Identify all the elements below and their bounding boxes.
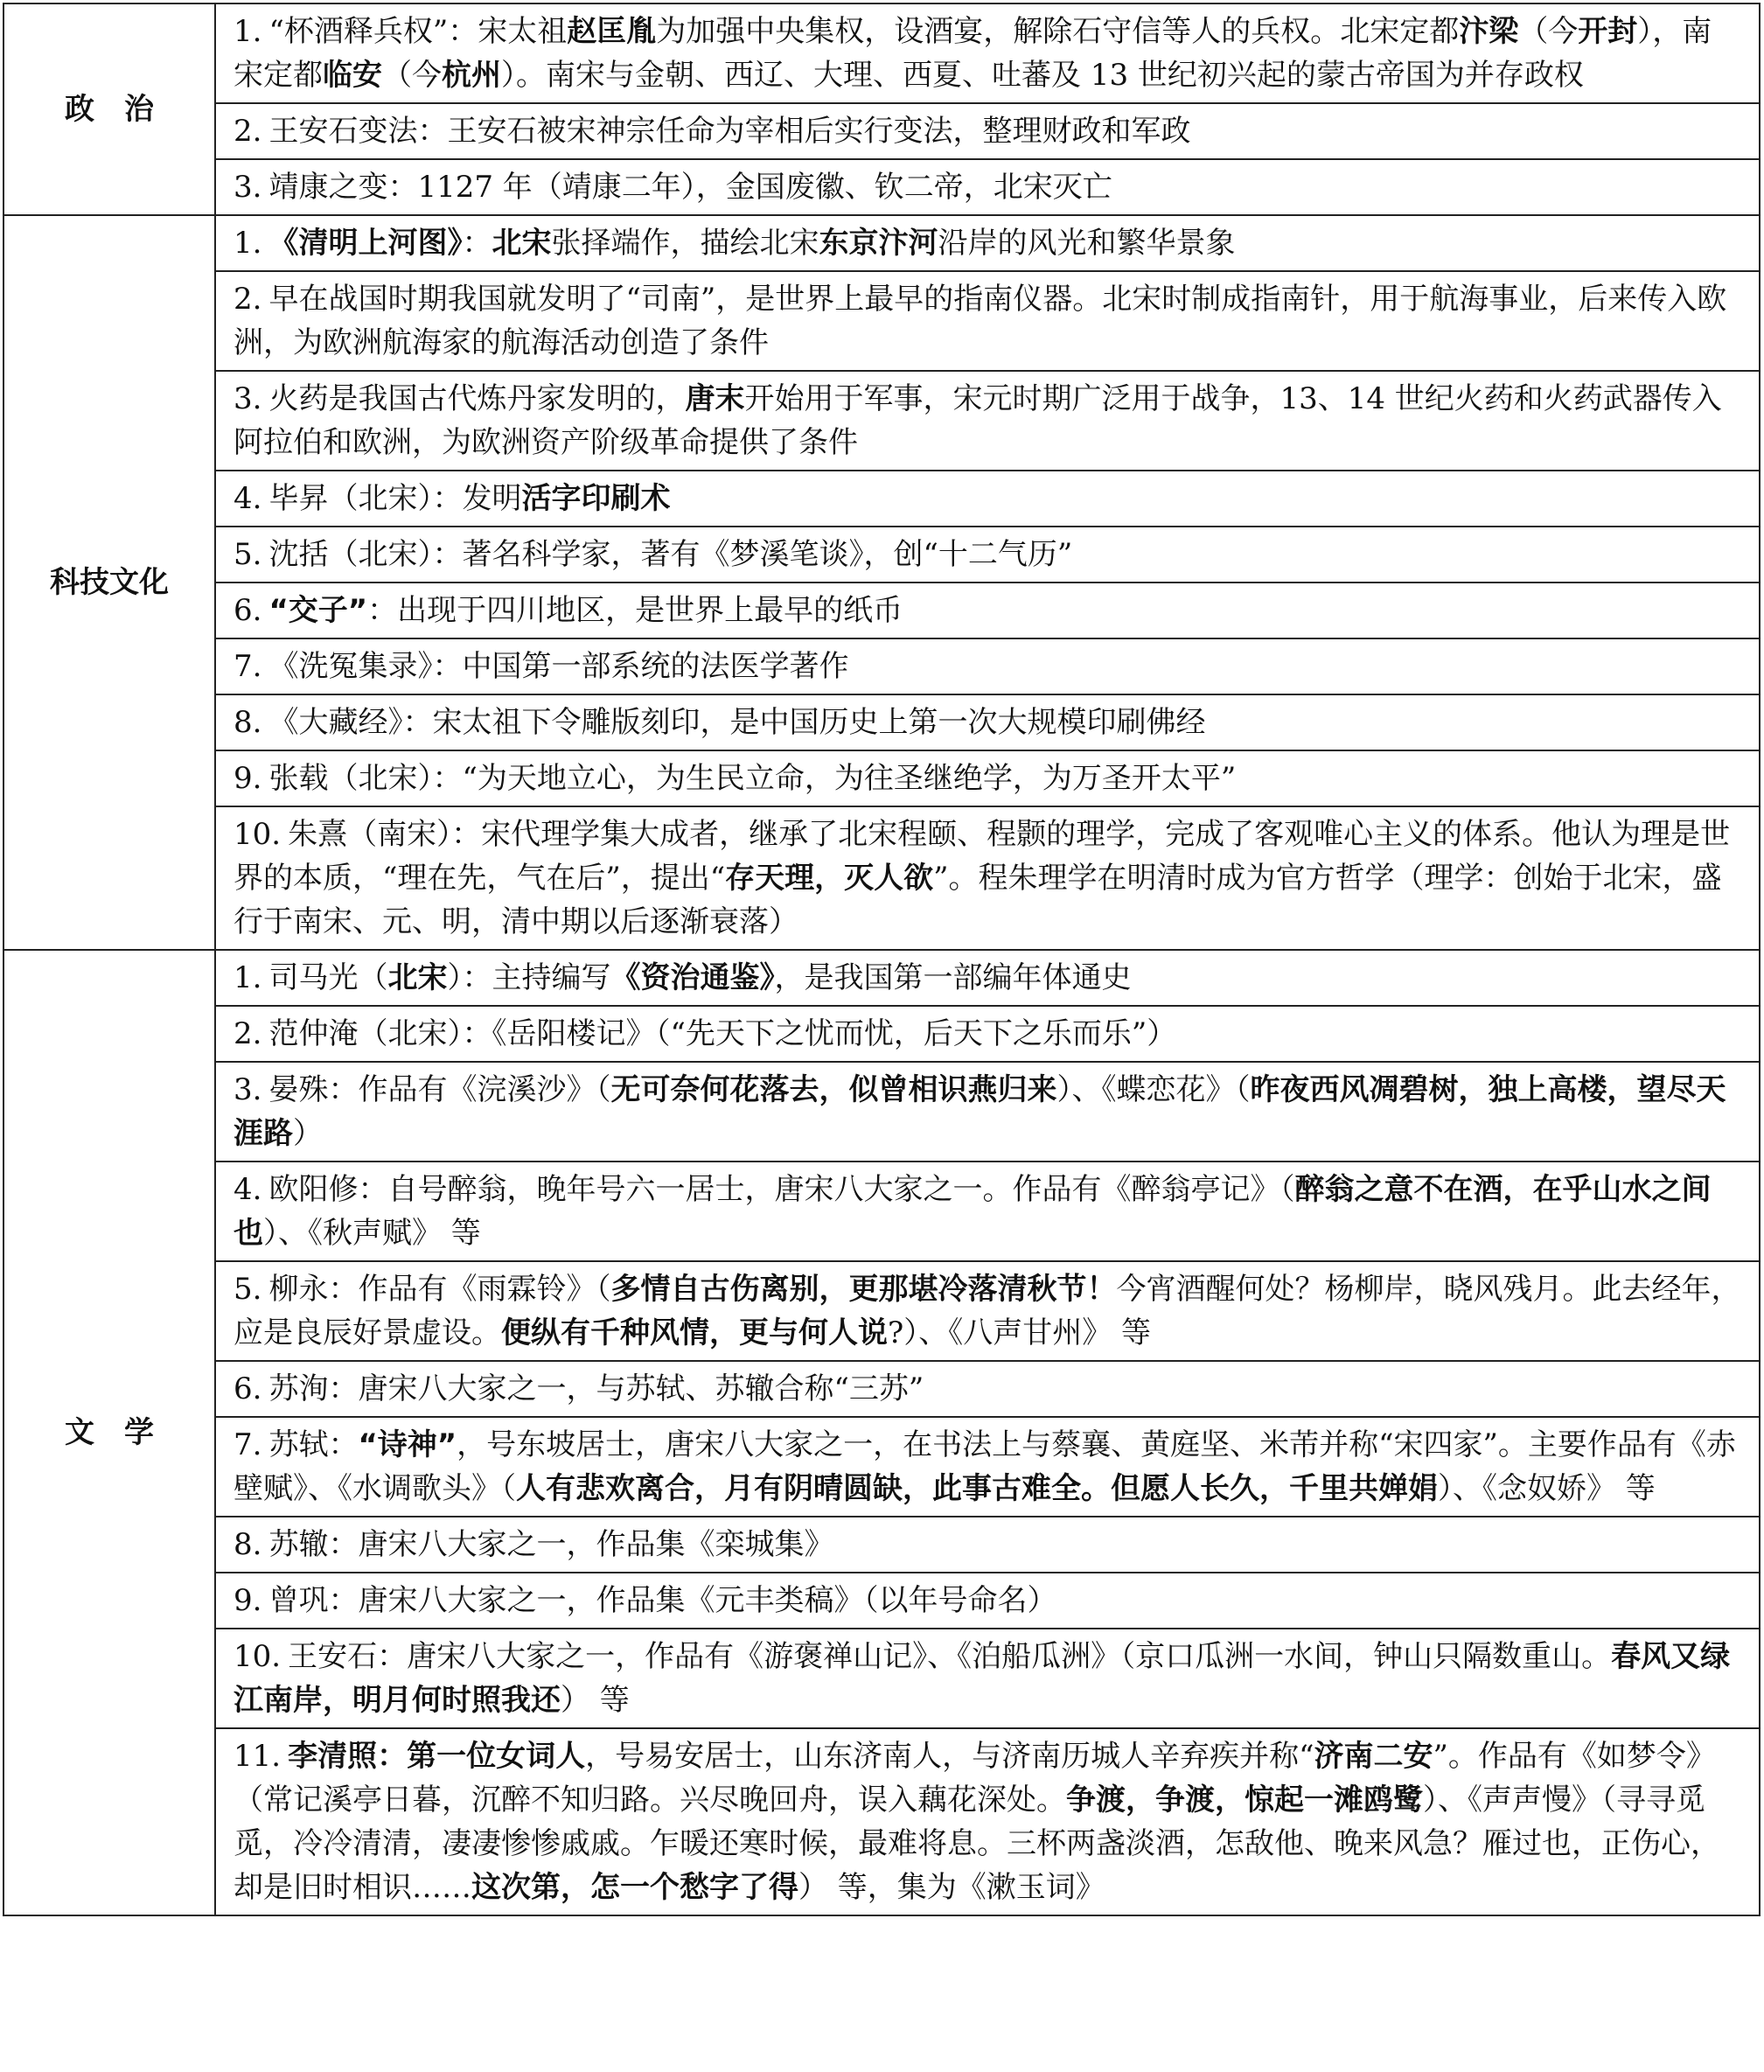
table-row (3, 950, 1760, 1006)
item-number: 1. (234, 226, 262, 261)
emphasis-text: 北宋 (387, 960, 448, 995)
item-number: 6. (234, 593, 262, 628)
item-text: ”。作品有《如梦令》（常记溪亭日暮，沉醉不知归路。兴尽晚回舟，误入藕花深处。 (234, 1739, 1716, 1817)
item-text: （今 (1518, 14, 1579, 49)
item-number: 8. (234, 705, 262, 740)
item-text: ，号易安居士，山东济南人，与济南历城人辛弃疾并称“ (585, 1739, 1314, 1774)
table-row (3, 1417, 1760, 1517)
table-row (3, 1728, 1760, 1915)
emphasis-text: 临安 (323, 58, 382, 93)
item-cell (215, 750, 1760, 806)
category-label: 政 治 (65, 92, 154, 127)
emphasis-text: 这次第，怎一个愁字了得 (471, 1870, 798, 1905)
item-text: 范仲淹（北宋）：《岳阳楼记》（“先天下之忧而忧，后天下之乐而乐”） (268, 1016, 1177, 1051)
item-cell (215, 527, 1760, 583)
item-text: ）：主持编写 (447, 960, 611, 995)
item-number: 4. (234, 1172, 262, 1207)
emphasis-text: 《资治通鉴》 (610, 960, 775, 995)
item-cell (215, 1629, 1760, 1728)
item-cell (215, 1261, 1760, 1361)
item-cell (215, 271, 1760, 371)
table-row (3, 694, 1760, 750)
table-row (3, 471, 1760, 527)
item-text: 火药是我国古代炼丹家发明的， (268, 381, 686, 416)
item-cell (215, 215, 1760, 271)
item-text: 王安石变法：王安石被宋神宗任命为宰相后实行变法，整理财政和军政 (268, 114, 1191, 149)
item-text: 沈括（北宋）：著名科学家，著有《梦溪笔谈》，创“十二气历” (268, 537, 1073, 572)
item-text: ） 等 (561, 1683, 630, 1718)
item-number: 3. (234, 170, 262, 205)
item-cell (215, 159, 1760, 215)
item-cell (215, 3, 1760, 103)
item-text: “杯酒释兵权”：宋太祖 (268, 14, 568, 49)
item-text: 早在战国时期我国就发明了“司南”，是世界上最早的指南仪器。北宋时制成指南针，用于航海事业，后来传入欧洲，为欧洲航海家的航海活动创造了条件 (234, 282, 1727, 360)
item-number: 2. (234, 114, 262, 149)
item-text: 柳永：作品有《雨霖铃》（ (268, 1272, 611, 1307)
emphasis-text: 北宋 (492, 226, 552, 261)
item-text: 司马光（ (268, 960, 388, 995)
item-cell (215, 1728, 1760, 1915)
item-number: 2. (234, 1016, 262, 1051)
item-text: ） 等，集为《漱玉词》 (798, 1870, 1105, 1905)
emphasis-text: 汴梁 (1459, 14, 1519, 49)
item-text: ：出现于四川地区，是世界上最早的纸币 (367, 593, 903, 628)
item-text: 张择端作，描绘北宋 (551, 226, 819, 261)
emphasis-text: 活字印刷术 (521, 481, 671, 516)
table-row (3, 638, 1760, 694)
item-number: 2. (234, 282, 262, 317)
emphasis-text: 赵匡胤 (567, 14, 657, 49)
table-row (3, 3, 1760, 103)
table-row (3, 583, 1760, 638)
item-text: ） (293, 1116, 323, 1151)
category-cell (3, 950, 215, 1915)
emphasis-text: 济南二安 (1314, 1739, 1433, 1774)
emphasis-text: 无可奈何花落去，似曾相识燕归来 (610, 1072, 1057, 1107)
item-text: 苏洵：唐宋八大家之一，与苏轼、苏辙合称“三苏” (268, 1371, 924, 1406)
item-text: 《洗冤集录》：中国第一部系统的法医学著作 (268, 649, 849, 684)
item-text: ”。程朱理学在明清时成为官方哲学（理学：创始于北宋，盛行于南宋、元、明，清中期以后逐渐衰落） (234, 861, 1722, 939)
item-cell (215, 806, 1760, 950)
emphasis-text: 便纵有千种风情，更与何人说 (501, 1315, 888, 1350)
item-text: ）、《秋声赋》 等 (263, 1216, 481, 1251)
emphasis-text: 《清明上河图》 (268, 226, 463, 261)
item-text: 王安石：唐宋八大家之一，作品有《游褒禅山记》、《泊船瓜洲》（京口瓜洲一水间，钟山只隔数重山。 (288, 1639, 1612, 1674)
item-text: （今 (382, 58, 442, 93)
emphasis-text: 春风又绿江南岸，明月何时照我还 (234, 1639, 1731, 1718)
emphasis-text: 杭州 (442, 58, 501, 93)
item-number: 3. (234, 381, 262, 416)
item-number: 10. (234, 1639, 282, 1674)
item-cell (215, 694, 1760, 750)
table-row (3, 1573, 1760, 1629)
table-row (3, 1006, 1760, 1062)
item-cell (215, 1573, 1760, 1629)
item-text: ，号东坡居士，唐宋八大家之一，在书法上与蔡襄、黄庭坚、米芾并称“宋四家”。主要作品有《赤壁赋》、《水调歌头》（ (234, 1427, 1736, 1506)
item-number: 10. (234, 817, 282, 852)
item-cell (215, 1361, 1760, 1417)
item-text: 《大藏经》：宋太祖下令雕版刻印，是中国历史上第一次大规模印刷佛经 (268, 705, 1206, 740)
item-cell (215, 1162, 1760, 1261)
item-cell (215, 583, 1760, 638)
item-text: ，是我国第一部编年体通史 (774, 960, 1132, 995)
item-text: 为加强中央集权，设酒宴，解除石守信等人的兵权。北宋定都 (656, 14, 1460, 49)
emphasis-text: 人有悲欢离合，月有阴晴圆缺，此事古难全。但愿人长久，千里共婵娟 (516, 1471, 1438, 1506)
table-row (3, 750, 1760, 806)
table-row (3, 1261, 1760, 1361)
history-summary-table (3, 3, 1761, 1916)
emphasis-text: 多情自古伤离别，更那堪冷落清秋节！ (610, 1272, 1117, 1307)
emphasis-text: 李清照：第一位女词人 (288, 1739, 586, 1774)
item-number: 5. (234, 1272, 262, 1307)
item-number: 9. (234, 761, 262, 796)
item-text: 今宵酒醒何处？杨柳岸，晓风残月。此去经年，应是良辰好景虚设。 (234, 1272, 1741, 1350)
table-row (3, 1361, 1760, 1417)
item-number: 1. (234, 14, 262, 49)
item-number: 8. (234, 1527, 262, 1562)
item-cell (215, 371, 1760, 471)
item-number: 11. (234, 1739, 282, 1774)
item-cell (215, 1417, 1760, 1517)
table-row (3, 371, 1760, 471)
item-text: 苏轼： (268, 1427, 359, 1462)
category-cell (3, 3, 215, 215)
category-label: 文 学 (65, 1415, 154, 1450)
table-row (3, 806, 1760, 950)
item-text: 张载（北宋）：“为天地立心，为生民立命，为往圣继绝学，为万圣开太平” (268, 761, 1237, 796)
emphasis-text: 开封 (1578, 14, 1638, 49)
item-text: 晏殊：作品有《浣溪沙》（ (268, 1072, 611, 1107)
item-text: ）、《蝶恋花》（ (1056, 1072, 1251, 1107)
item-number: 4. (234, 481, 262, 516)
item-number: 7. (234, 1427, 262, 1462)
emphasis-text: 存天理，灭人欲 (725, 861, 934, 896)
item-number: 9. (234, 1583, 262, 1618)
item-number: 7. (234, 649, 262, 684)
category-cell (3, 215, 215, 950)
item-text: ）、《念奴娇》 等 (1438, 1471, 1656, 1506)
table-row (3, 1517, 1760, 1573)
item-text: 朱熹（南宋）：宋代理学集大成者，继承了北宋程颐、程颢的理学，完成了客观唯心主义的体系。他认为理是世界的本质，“理在先，气在后”，提出“ (234, 817, 1731, 896)
emphasis-text: 昨夜西风凋碧树，独上高楼，望尽天涯路 (234, 1072, 1726, 1151)
item-cell (215, 103, 1760, 159)
item-number: 3. (234, 1072, 262, 1107)
category-label: 科技文化 (50, 565, 169, 600)
item-number: 5. (234, 537, 262, 572)
table-row (3, 1629, 1760, 1728)
item-text: 毕昇（北宋）：发明 (268, 481, 522, 516)
item-cell (215, 1062, 1760, 1162)
emphasis-text: 唐末 (685, 381, 745, 416)
emphasis-text: 东京汴河 (819, 226, 938, 261)
item-cell (215, 1006, 1760, 1062)
item-text: ）。南宋与金朝、西辽、大理、西夏、吐蕃及 13 世纪初兴起的蒙古帝国为并存政权 (501, 58, 1584, 93)
item-text: 曾巩：唐宋八大家之一，作品集《元丰类稿》（以年号命名） (268, 1583, 1057, 1618)
item-text: 苏辙：唐宋八大家之一，作品集《栾城集》 (268, 1527, 834, 1562)
table-row (3, 159, 1760, 215)
item-number: 6. (234, 1371, 262, 1406)
emphasis-text: 争渡，争渡，惊起一滩鸥鹭 (1066, 1782, 1423, 1817)
item-cell (215, 638, 1760, 694)
item-text: ?）、《八声甘州》 等 (888, 1315, 1152, 1350)
item-cell (215, 1517, 1760, 1573)
item-text: ： (462, 226, 492, 261)
item-number: 1. (234, 960, 262, 995)
item-text: ）、《声声慢》（寻寻觅觅，冷冷清清，凄凄惨惨戚戚。乍暖还寒时候，最难将息。三杯两盏淡酒，怎敌他、晚来风急？雁过也，正伤心，却是旧时相识…… (234, 1782, 1720, 1905)
item-cell (215, 471, 1760, 527)
item-text: 靖康之变：1127 年（靖康二年），金国废徽、钦二帝，北宋灭亡 (268, 170, 1112, 205)
table-row (3, 271, 1760, 371)
emphasis-text: “诗神” (358, 1427, 457, 1462)
table-row (3, 1062, 1760, 1162)
emphasis-text: “交子” (268, 593, 368, 628)
item-text: ），南宋定都 (234, 14, 1712, 93)
table-row (3, 103, 1760, 159)
table-row (3, 527, 1760, 583)
item-cell (215, 950, 1760, 1006)
item-text: 欧阳修：自号醉翁，晚年号六一居士，唐宋八大家之一。作品有《醉翁亭记》（ (268, 1172, 1295, 1207)
item-text: 开始用于军事，宋元时期广泛用于战争，13、14 世纪火药和火药武器传入阿拉伯和欧洲，为欧洲资产阶级革命提供了条件 (234, 381, 1722, 460)
table-row (3, 215, 1760, 271)
emphasis-text: 醉翁之意不在酒，在乎山水之间也 (234, 1172, 1712, 1251)
item-text: 沿岸的风光和繁华景象 (938, 226, 1236, 261)
table-row (3, 1162, 1760, 1261)
